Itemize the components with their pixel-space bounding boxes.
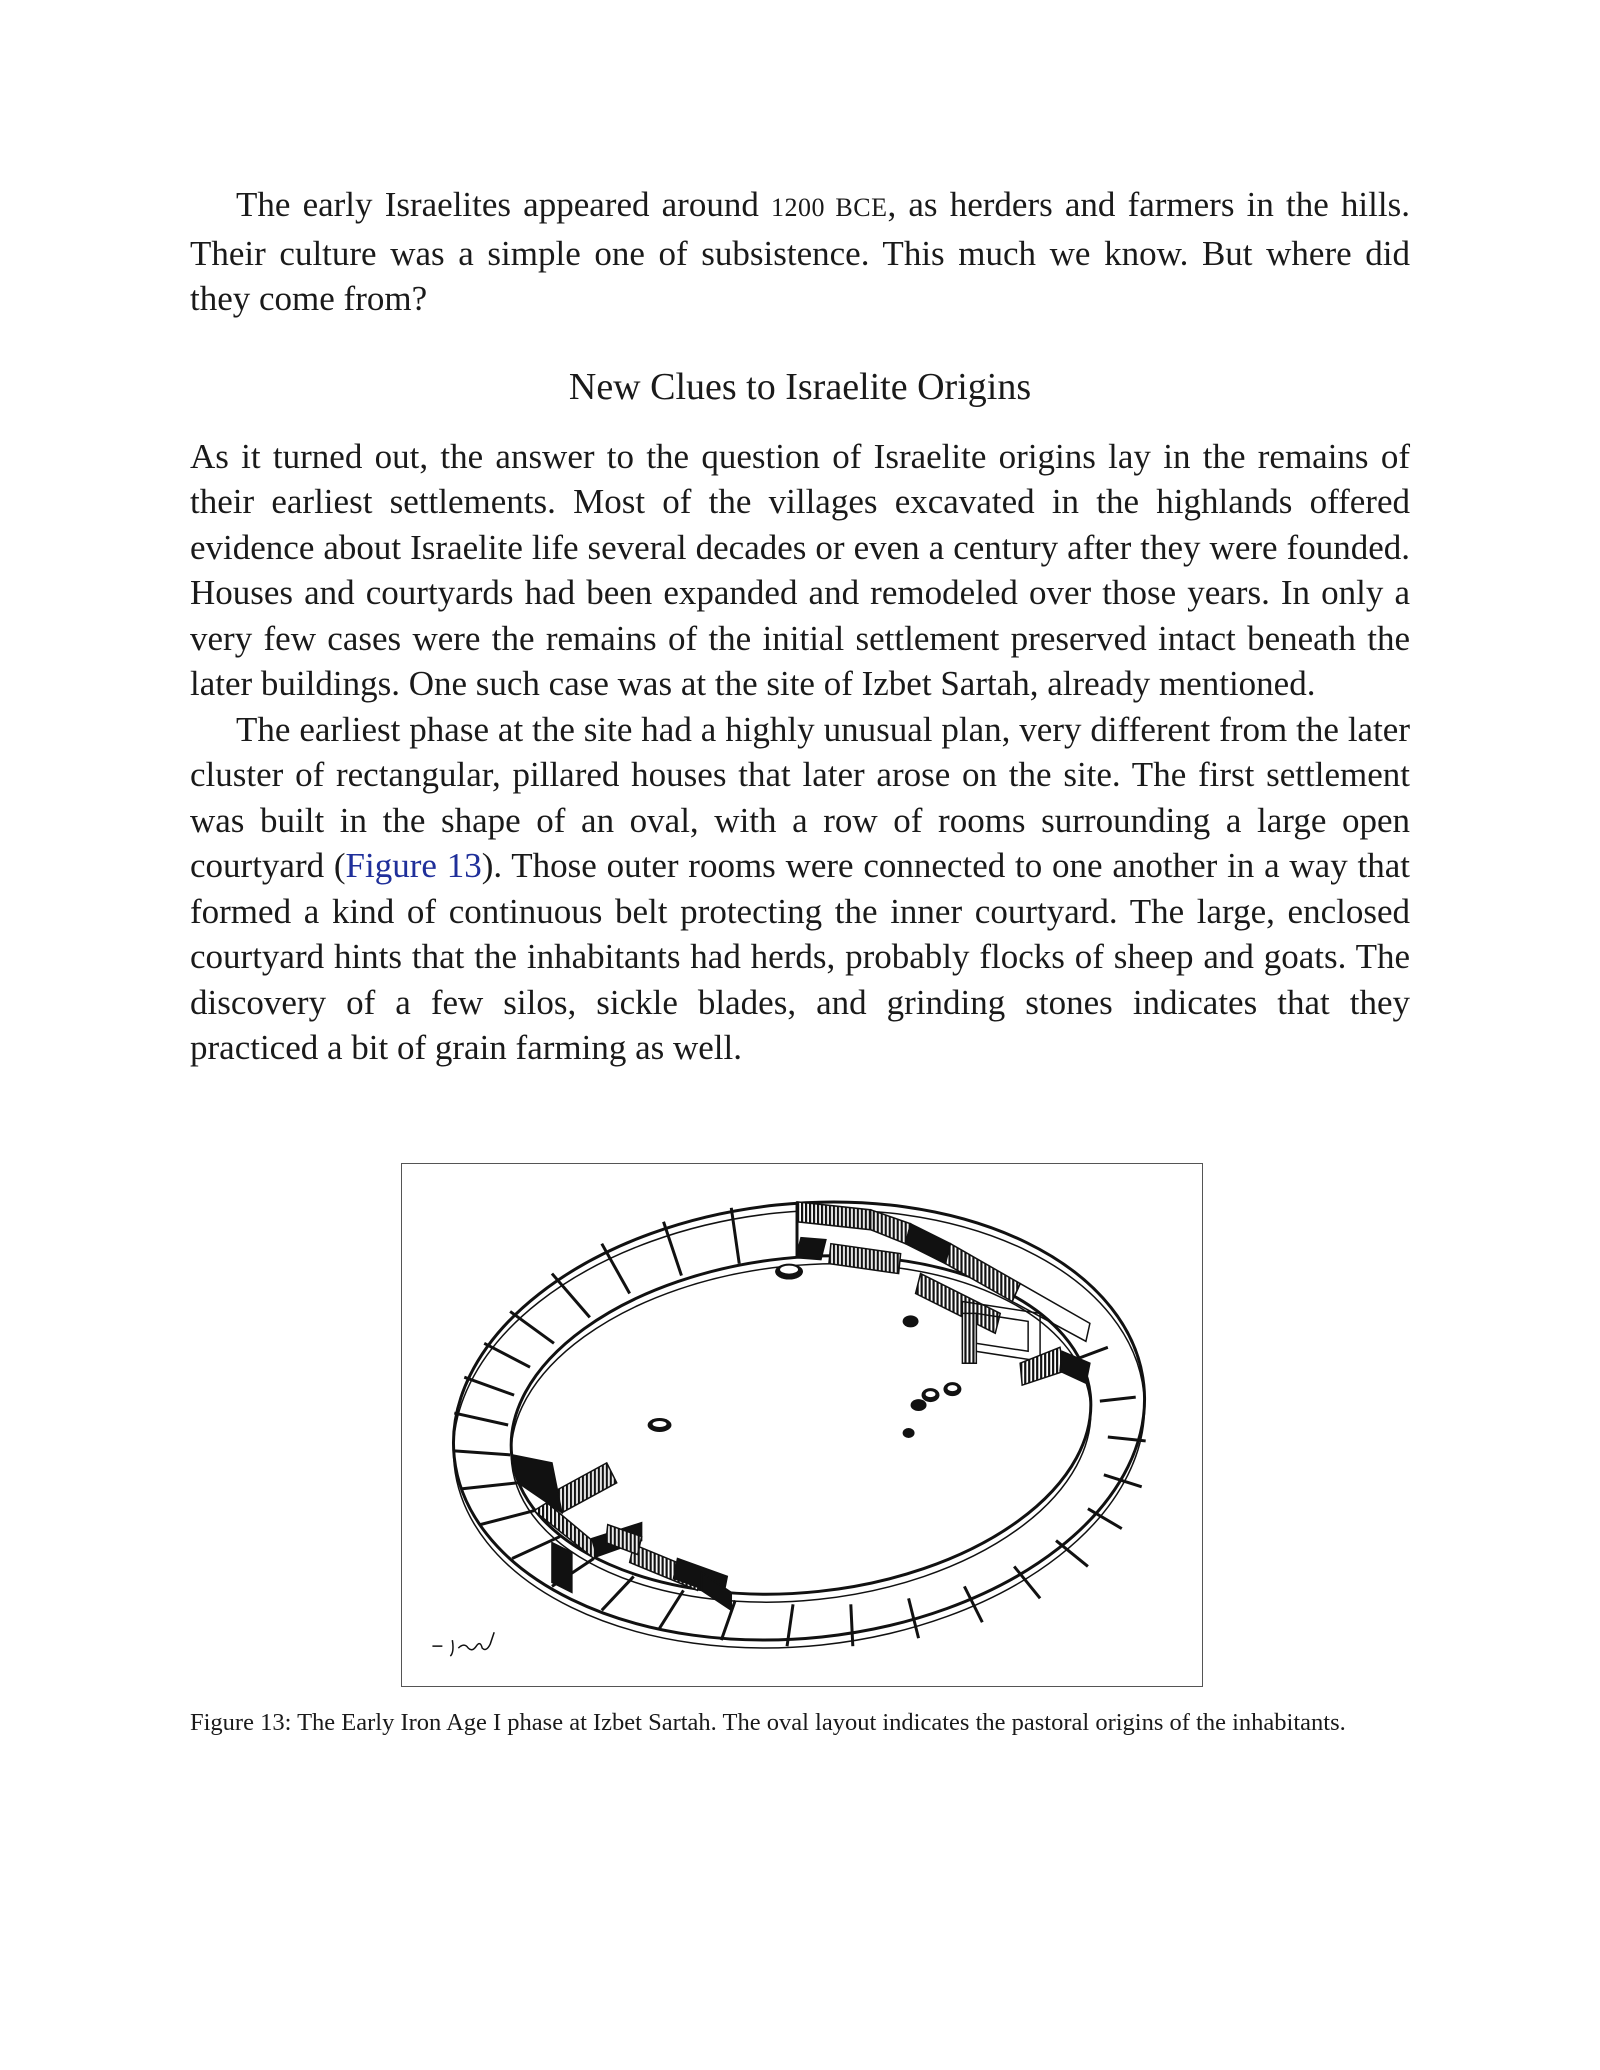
paragraph-earliest-phase (190, 707, 1410, 1071)
page-body (190, 182, 1410, 1071)
date-smallcaps: 1200 BCE (771, 193, 888, 222)
paragraph-intro (190, 182, 1410, 322)
intro-text-start: The early Israelites appeared around (236, 185, 771, 224)
phase-text-start: The earliest phase at the site had a highly unusual plan, very different from the later cluster of rectangular, pillared houses that later arose on the site. The first settlement was built in the shape of an oval, with a row of rooms surrounding a large open courtyard ( (190, 709, 1410, 885)
section-heading: New Clues to Israelite Origins (568, 365, 1032, 408)
artist-signature (432, 1632, 494, 1656)
figure-13-caption: Figure 13: The Early Iron Age I phase at Izbet Sartah. The oval layout indicates the pastoral origins of the inhabitants. (190, 1709, 1346, 1736)
figure-13-illustration (401, 1163, 1203, 1687)
izbet-sartah-plan-drawing (402, 1164, 1202, 1686)
shaded-walls (512, 1202, 1090, 1610)
phase-text-end: ). Those outer rooms were connected to one another in a way that formed a kind of continuous belt protecting the inner courtyard. The large, enclosed courtyard hints that the inhabitants had herds, probably flocks of sheep and goats. The discovery of a few silos, sickle blades, and grinding stones indicates that they practiced a bit of grain farming as well. (190, 846, 1410, 1067)
intro-text-end: , as herders and farmers in the hills. Their culture was a simple one of subsistence. This much we know. But where did they come from? (190, 185, 1410, 318)
paragraph-settlements: As it turned out, the answer to the question of Israelite origins lay in the remains of their earliest settlements. Most of the villages excavated in the highlands offered evidence about Israelite life several decades or even a century after they were founded. Houses and courtyards had been expanded and remodeled over those years. In only a very few cases were the remains of the initial settlement preserved intact beneath the later buildings. One such case was at the site of Izbet Sartah, already mentioned. (190, 436, 1410, 703)
silos (648, 1264, 962, 1438)
figure-13-link[interactable]: Figure 13 (345, 846, 482, 885)
